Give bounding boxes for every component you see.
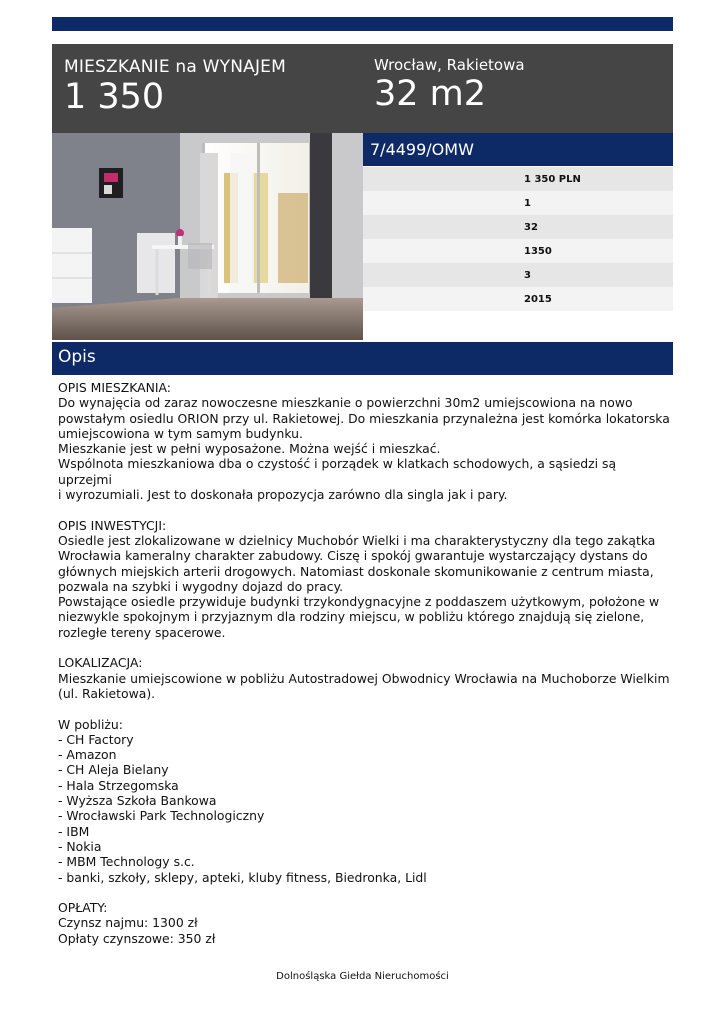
nearby-item: - Amazon	[58, 747, 117, 763]
footer-company: Dolnośląska Giełda Nieruchomości	[276, 971, 449, 982]
apartment-line: i wyrozumiali. Jest to doskonała propozycja zarówno dla singla jak i pary.	[58, 487, 508, 503]
apartment-line: Wspólnota mieszkaniowa dba o czystość i porządek w klatkach schodowych, a sąsiedzi są uprzejmi	[58, 456, 617, 487]
reference-number: 7/4499/OMW	[363, 133, 673, 166]
spec-row-year: 2015	[363, 287, 673, 311]
description-text	[58, 380, 673, 946]
investment-heading: OPIS INWESTYCJI:	[58, 517, 167, 533]
nearby-item: - Nokia	[58, 838, 102, 854]
listing-type: MIESZKANIE na WYNAJEM	[64, 57, 286, 77]
investment-line: niezwykle spokojnym i przyjaznym dla rodziny miejscu, w pobliżu którego znajdują się zielone,	[58, 609, 645, 625]
top-accent-bar	[52, 17, 673, 31]
apartment-line: umiejscowiona w tym samym budynku.	[58, 425, 303, 441]
nearby-item: - Wrocławski Park Technologiczny	[58, 808, 265, 824]
nearby-item: - Wyższa Szkoła Bankowa	[58, 793, 217, 809]
investment-line: głównych miejskich arterii drogowych. Natomiast doskonale skomunikowanie z centrum miasta,	[58, 563, 654, 579]
fees-line: Opłaty czynszowe: 350 zł	[58, 930, 216, 946]
fees-heading: OPŁATY:	[58, 900, 108, 916]
listing-location: Wrocław, Rakietowa	[374, 56, 525, 74]
spec-row-price: 1 350 PLN	[363, 167, 673, 191]
listing-price: 1 350	[64, 77, 165, 117]
spec-row-price-per-unit: 1350	[363, 239, 673, 263]
nearby-item: - CH Aleja Bielany	[58, 762, 169, 778]
apartment-line: Do wynajęcia od zaraz nowoczesne mieszkanie o powierzchni 30m2 umiejscowiona na nowo	[58, 395, 633, 411]
location-line: Mieszkanie umiejscowione w pobliżu Autostradowej Obwodnicy Wrocławia na Muchoborze Wielkim	[58, 670, 670, 686]
investment-line: Wrocławia kameralny charakter zabudowy. Ciszę i spokój gwarantuje wystarczający dystans do	[58, 548, 648, 564]
apartment-line: powstałym osiedlu ORION przy ul. Rakietowej. Do mieszkania przynależna jest komórka lokatorska	[58, 410, 670, 426]
nearby-heading: W pobliżu:	[58, 716, 123, 732]
nearby-item: - Hala Strzegomska	[58, 777, 179, 793]
investment-line: Powstające osiedle przywiduje budynki trzykondygnacyjne z poddaszem użytkowym, położone w	[58, 594, 660, 610]
listing-area: 32 m2	[374, 74, 487, 114]
investment-line: rozległe tereny spacerowe.	[58, 624, 226, 640]
spec-row-rooms: 1	[363, 191, 673, 215]
fees-line: Czynsz najmu: 1300 zł	[58, 915, 198, 931]
listing-header	[52, 44, 673, 133]
spec-row-area: 32	[363, 215, 673, 239]
nearby-item: - IBM	[58, 823, 90, 839]
apartment-photo	[52, 133, 363, 340]
nearby-item: - CH Factory	[58, 731, 134, 747]
investment-line: pozwala na szybki i wygodny dojazd do pracy.	[58, 578, 344, 594]
spec-table	[363, 167, 673, 311]
nearby-item: - banki, szkoły, sklepy, apteki, kluby fitness, Biedronka, Lidl	[58, 869, 427, 885]
location-heading: LOKALIZACJA:	[58, 655, 143, 671]
investment-line: Osiedle jest zlokalizowane w dzielnicy Muchobór Wielki i ma charakterystyczny dla tego zakątka	[58, 532, 656, 548]
location-line: (ul. Rakietowa).	[58, 685, 156, 701]
apartment-heading: OPIS MIESZKANIA:	[58, 380, 171, 395]
section-title-opis: Opis	[52, 342, 673, 375]
nearby-item: - MBM Technology s.c.	[58, 854, 195, 870]
apartment-line: Mieszkanie jest w pełni wyposażone. Można wejść i mieszkać.	[58, 441, 441, 457]
spec-row-floor: 3	[363, 263, 673, 287]
